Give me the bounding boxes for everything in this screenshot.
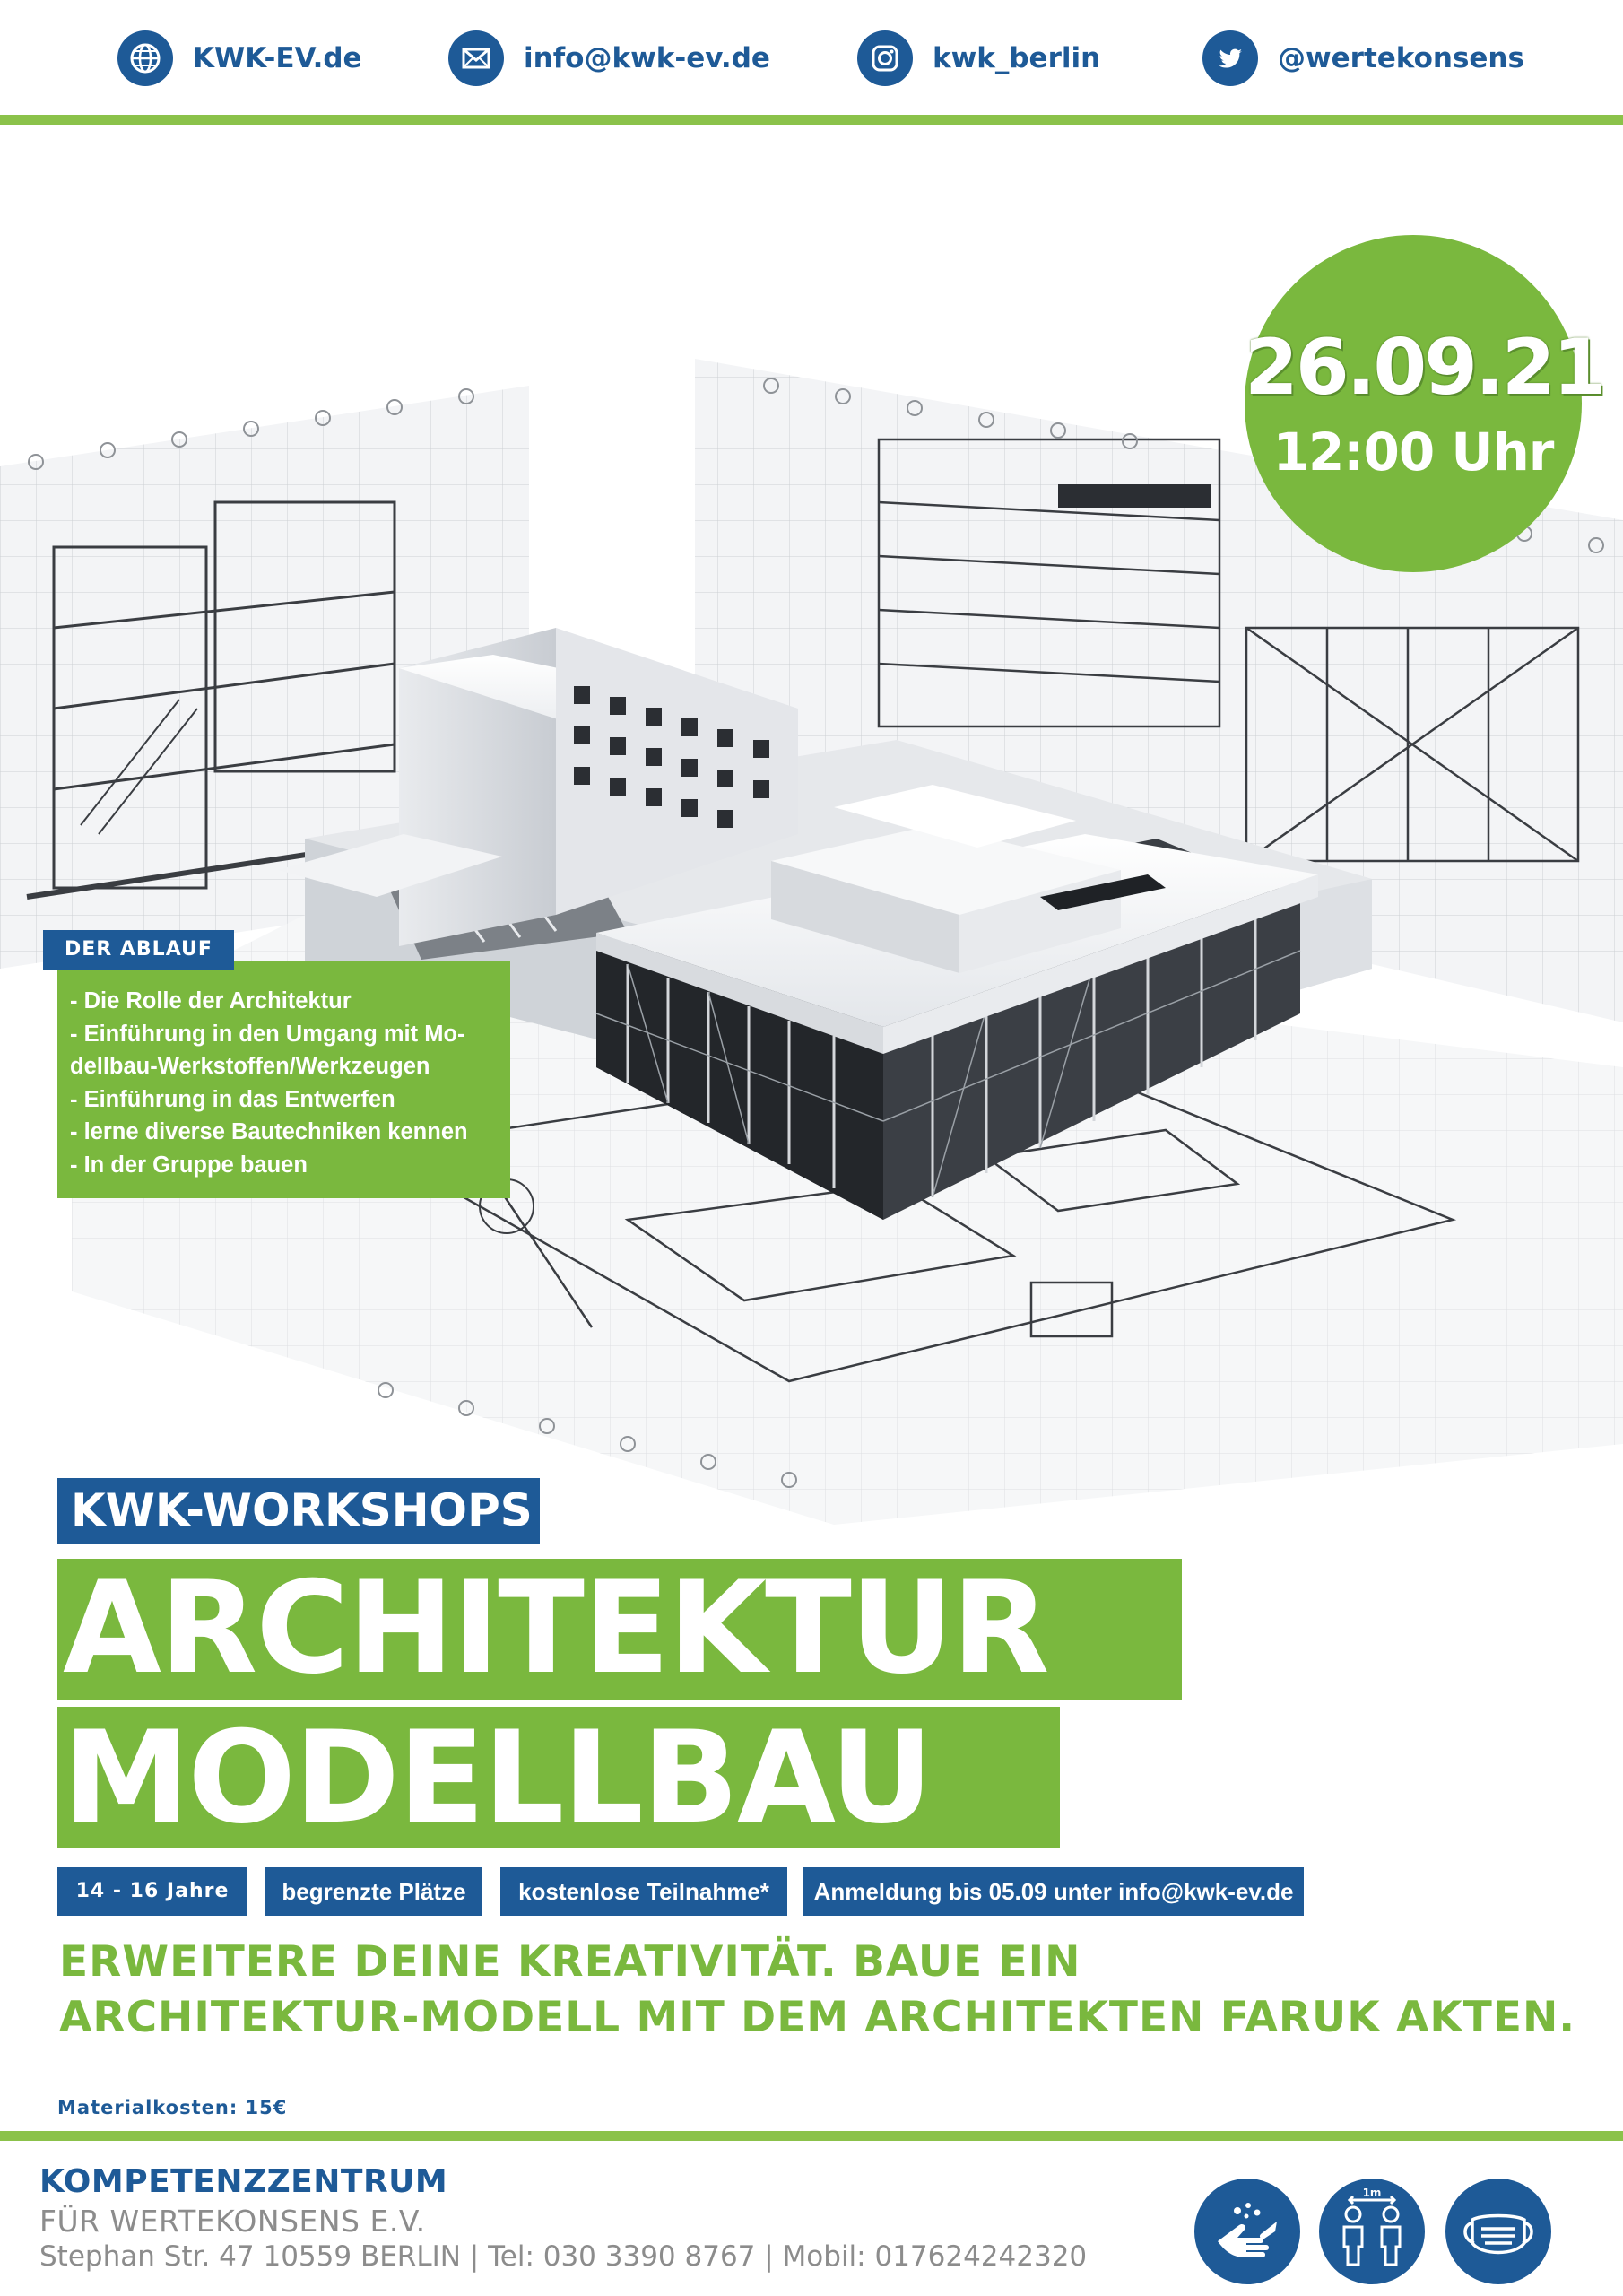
ablauf-list-box (57, 961, 510, 1198)
twitter-contact[interactable] (1202, 27, 1524, 90)
ablauf-item: - In der Gruppe bauen (70, 1152, 308, 1178)
top-divider (0, 115, 1623, 125)
ablauf-item: - Die Rolle der Architektur (70, 988, 352, 1013)
face-mask-icon (1445, 2179, 1551, 2284)
instagram-icon (857, 30, 913, 86)
ablauf-item: - lerne diverse Bautechniken kennen (70, 1119, 468, 1144)
distance-1m-icon (1319, 2179, 1425, 2284)
instagram-contact[interactable] (857, 27, 1100, 90)
ablauf-item: dellbau-Werkstoffen/Werkzeugen (70, 1054, 430, 1079)
website-link[interactable]: KWK-EV.de (193, 42, 362, 74)
globe-icon (117, 30, 173, 86)
title-modellbau: MODELLBAU (57, 1707, 1060, 1848)
twitter-bird-icon (1202, 30, 1258, 86)
website-contact[interactable] (117, 27, 362, 90)
org-name-line-1: KOMPETENZZENTRUM (39, 2163, 448, 2200)
email-link[interactable]: info@kwk-ev.de (524, 42, 770, 74)
twitter-handle[interactable]: @wertekonsens (1278, 42, 1524, 74)
distance-label: 1m (1362, 2187, 1382, 2199)
limited-places-pill: begrenzte Plätze (265, 1867, 482, 1916)
email-contact[interactable] (448, 27, 770, 90)
bottom-divider (0, 2131, 1623, 2141)
event-date-badge (1245, 235, 1604, 572)
org-name-line-2: FÜR WERTEKONSENS E.V. (39, 2204, 426, 2239)
registration-pill[interactable]: Anmeldung bis 05.09 unter info@kwk-ev.de (803, 1867, 1304, 1916)
age-range-pill: 14 - 16 Jahre (57, 1867, 247, 1916)
ablauf-heading: DER ABLAUF (43, 930, 234, 970)
hand-wash-icon (1194, 2179, 1300, 2284)
ablauf-item: - Einführung in das Entwerfen (70, 1086, 395, 1112)
material-cost: Materialkosten: 15€ (57, 2097, 288, 2118)
tagline-line-1: ERWEITERE DEINE KREATIVITÄT. BAUE EIN (59, 1937, 1081, 1987)
instagram-handle[interactable]: kwk_berlin (933, 42, 1101, 74)
envelope-icon (448, 30, 504, 86)
ablauf-item: - Einführung in den Umgang mit Mo- (70, 1021, 465, 1047)
title-architektur: ARCHITEKTUR (57, 1559, 1182, 1700)
workshop-series-label: KWK-WORKSHOPS (57, 1478, 540, 1544)
tagline-line-2: ARCHITEKTUR-MODELL MIT DEM ARCHITEKTEN FARUK AKTEN. (59, 1993, 1576, 2042)
event-time: 12:00 Uhr (1272, 422, 1554, 483)
event-date: 26.09.21 (1245, 323, 1604, 413)
org-address: Stephan Str. 47 10559 BERLIN | Tel: 030 3390 8767 | Mobil: 017624242320 (39, 2240, 1088, 2273)
free-participation-pill: kostenlose Teilnahme* (500, 1867, 787, 1916)
